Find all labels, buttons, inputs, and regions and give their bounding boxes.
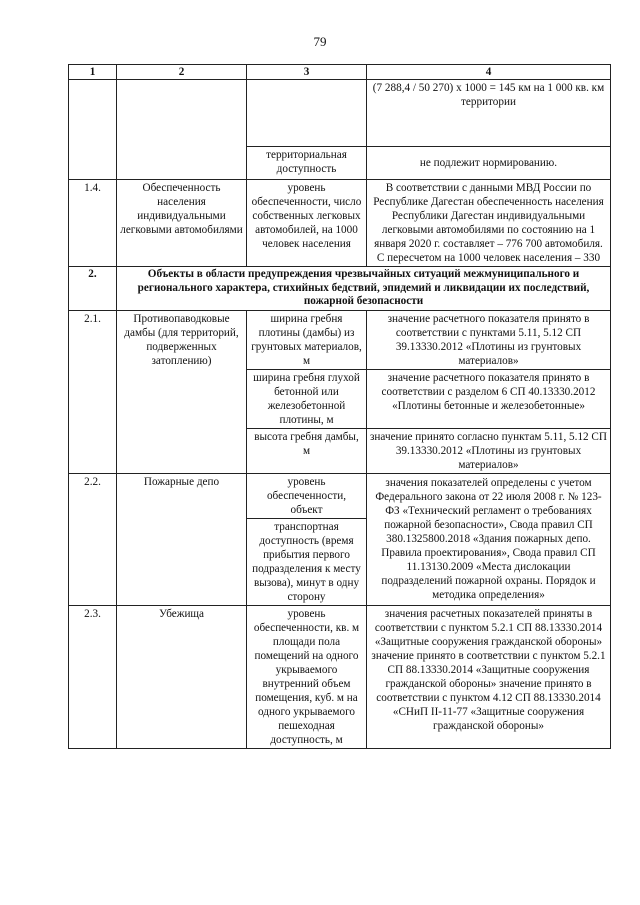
- value-cell: значение расчетного показателя принято в соответствии с пунктами 5.11, 5.12 СП 39.13330.2012 «Плотины из грунтовых материалов»: [367, 310, 611, 369]
- section-row: [69, 267, 611, 311]
- normatives-table: [68, 64, 611, 749]
- object-name-cell: [117, 80, 247, 180]
- section-title: Объекты в области предупреждения чрезвычайных ситуаций межмуниципального и регионального характера, стихийных бедствий, эпидемий и ликвидации их последствий, пожарной безопасности: [117, 267, 611, 311]
- table-row: [69, 605, 611, 748]
- indicator-cell: уровень обеспеченности, число собственных легковых автомобилей, на 1000 человек населения: [247, 180, 367, 267]
- row-number-cell: [69, 80, 117, 180]
- value-cell: значение расчетного показателя принято в соответствии с разделом 6 СП 40.13330.2012 «Плотины бетонные и железобетонные»: [367, 369, 611, 428]
- value-cell: значение принято согласно пунктам 5.11, 5.12 СП 39.13330.2012 «Плотины из грунтовых материалов»: [367, 428, 611, 473]
- indicator-cell: транспортная доступность (время прибытия первого подразделения к месту вызова), минут в одну сторону: [247, 518, 367, 605]
- section-number: 2.: [69, 267, 117, 311]
- row-number-cell: 1.4.: [69, 180, 117, 267]
- indicator-cell: уровень обеспеченности, объект: [247, 473, 367, 518]
- column-header-1: 1: [69, 65, 117, 80]
- table-row: [69, 80, 611, 147]
- column-header-4: 4: [367, 65, 611, 80]
- indicator-cell: уровень обеспеченности, кв. м площади пола помещений на одного укрываемого внутренний объем помещения, куб. м на одного укрываемого пешеходная доступность, м: [247, 605, 367, 748]
- row-number-cell: 2.3.: [69, 605, 117, 748]
- row-number-cell: 2.1.: [69, 310, 117, 473]
- value-cell: значения расчетных показателей приняты в соответствии с пунктом 5.2.1 СП 88.13330.2014 «Защитные сооружения гражданской обороны» значение принято в соответствии с пунктом 5.2.1 СП 88.13330.2014 «Защитные сооружения гражданской обороны» значение принято в соответствии с пунктом 4.12 СП 88.13330.2014 «СНиП II-11-77 «Защитные сооружения гражданской обороны»: [367, 605, 611, 748]
- value-cell: (7 288,4 / 50 270) х 1000 = 145 км на 1 000 кв. км территории: [367, 80, 611, 147]
- value-cell: не подлежит нормированию.: [367, 147, 611, 180]
- table-row: [69, 310, 611, 369]
- object-name-cell: Обеспеченность населения индивидуальными легковыми автомобилями: [117, 180, 247, 267]
- column-header-row: [69, 65, 611, 80]
- row-number-cell: 2.2.: [69, 473, 117, 605]
- table-row: [69, 180, 611, 267]
- table-row: [69, 473, 611, 518]
- value-cell: В соответствии с данными МВД России по Республике Дагестан обеспеченность населения Республики Дагестан индивидуальными легковыми автомобилями по состоянию на 1 января 2020 г. составляет – 776 700 автомобиля. С пересчетом на 1000 человек населения – 330: [367, 180, 611, 267]
- object-name-cell: Противопаводковые дамбы (для территорий, подверженных затоплению): [117, 310, 247, 473]
- value-cell: значения показателей определены с учетом Федерального закона от 22 июля 2008 г. № 123-ФЗ «Технический регламент о требованиях пожарной безопасности», Свода правил СП 380.1325800.2018 «Здания пожарных депо. Правила проектирования», Свода правил СП 11.13130.2009 «Места дислокации подразделений пожарной охраны. Порядок и методика определения»: [367, 473, 611, 605]
- column-header-2: 2: [117, 65, 247, 80]
- indicator-cell: территориальная доступность: [247, 147, 367, 180]
- indicator-cell: высота гребня дамбы, м: [247, 428, 367, 473]
- object-name-cell: Убежища: [117, 605, 247, 748]
- column-header-3: 3: [247, 65, 367, 80]
- object-name-cell: Пожарные депо: [117, 473, 247, 605]
- indicator-cell: [247, 80, 367, 147]
- indicator-cell: ширина гребня плотины (дамбы) из грунтовых материалов, м: [247, 310, 367, 369]
- page-number: 79: [313, 34, 327, 49]
- indicator-cell: ширина гребня глухой бетонной или железобетонной плотины, м: [247, 369, 367, 428]
